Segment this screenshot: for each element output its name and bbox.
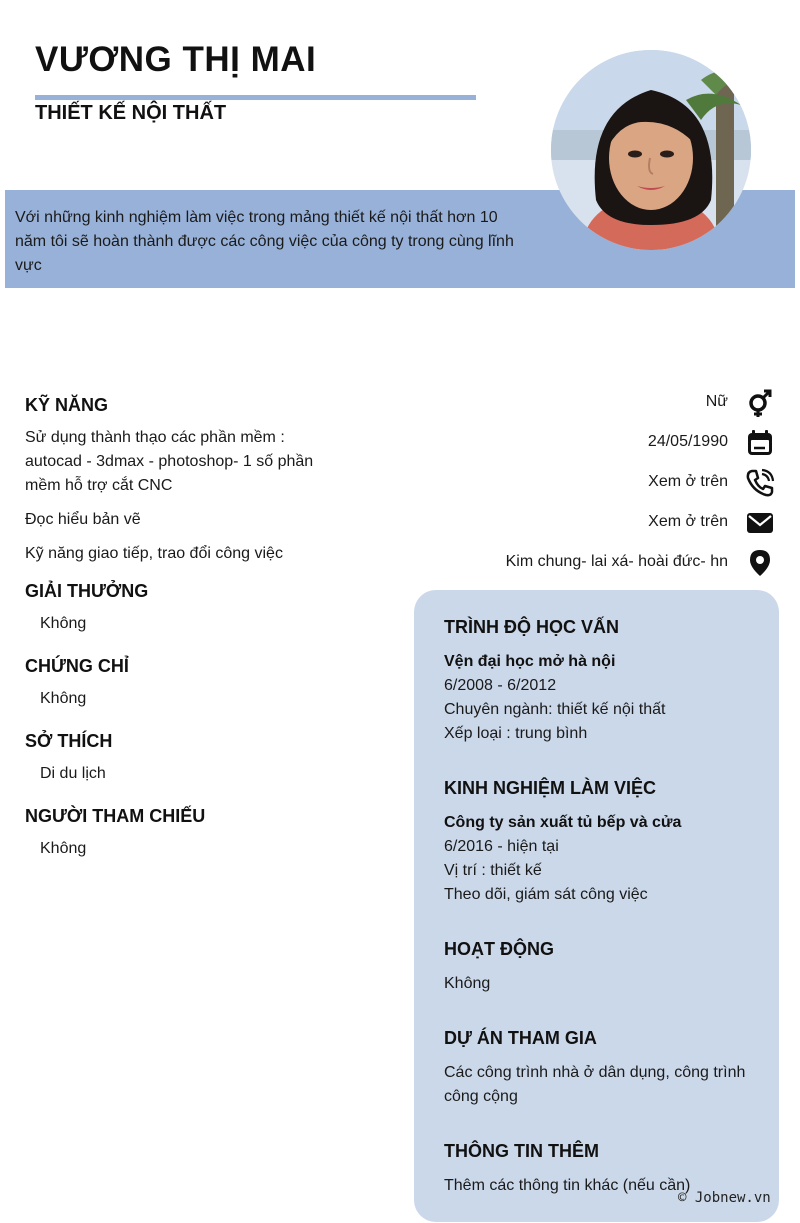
experience-title: KINH NGHIỆM LÀM VIỆC <box>444 778 657 798</box>
education-period: 6/2008 - 6/2012 <box>444 677 557 694</box>
education-major: Chuyên ngành: thiết kế nội thất <box>444 701 666 718</box>
skill-item: Đọc hiểu bản vẽ <box>25 511 141 528</box>
contact-address: Kim chung- lai xá- hoài đức- hn <box>505 553 728 570</box>
certificates-title: CHỨNG CHỈ <box>25 656 129 676</box>
certificates-value: Không <box>40 690 87 707</box>
job-title: THIẾT KẾ NỘI THẤT <box>35 102 227 124</box>
calendar-icon <box>745 428 775 458</box>
summary-text: Với những kinh nghiệm làm việc trong mảng thiết kế nội thất hơn 10 năm tôi sẽ hoàn thành được các công việc của công ty trong cùng lĩnh vực <box>15 209 514 274</box>
awards-value: Không <box>40 615 87 632</box>
education-school: Vện đại học mở hà nội <box>444 653 616 670</box>
location-pin-icon <box>745 548 775 578</box>
candidate-name: VƯƠNG THỊ MAI <box>35 40 317 79</box>
skills-title: KỸ NĂNG <box>25 395 109 415</box>
activities-value: Không <box>444 975 491 992</box>
extra-value: Thêm các thông tin khác (nếu cần) <box>444 1177 691 1194</box>
references-value: Không <box>40 840 87 857</box>
skill-item: Sử dụng thành thạo các phần mềm : autocad - 3dmax - photoshop- 1 số phần mềm hỗ trợ cắt CNC <box>25 429 314 494</box>
experience-company: Công ty sản xuất tủ bếp và cửa <box>444 814 682 831</box>
education-grade: Xếp loại : trung bình <box>444 725 588 742</box>
experience-position: Vị trí : thiết kế <box>444 862 542 879</box>
projects-title: DỰ ÁN THAM GIA <box>444 1028 597 1048</box>
watermark: © Jobnew.vn <box>678 1190 771 1206</box>
contact-gender: Nữ <box>705 393 728 410</box>
title-divider <box>35 95 476 100</box>
phone-icon <box>745 468 775 498</box>
gender-icon <box>745 388 775 418</box>
skill-item: Kỹ năng giao tiếp, trao đổi công việc <box>25 545 283 562</box>
hobbies-value: Di du lịch <box>40 765 106 782</box>
hobbies-title: SỞ THÍCH <box>25 731 113 751</box>
contact-birthdate: 24/05/1990 <box>647 433 728 450</box>
contact-email[interactable]: Xem ở trên <box>648 513 728 530</box>
education-title: TRÌNH ĐỘ HỌC VẤN <box>444 617 619 637</box>
extra-title: THÔNG TIN THÊM <box>444 1141 599 1161</box>
experience-duty: Theo dõi, giám sát công việc <box>444 886 648 903</box>
avatar-portrait <box>551 50 751 250</box>
activities-title: HOẠT ĐỘNG <box>444 939 554 959</box>
awards-title: GIẢI THƯỞNG <box>25 581 149 601</box>
projects-value: Các công trình nhà ở dân dụng, công trình công cộng <box>444 1064 746 1105</box>
envelope-icon <box>745 508 775 538</box>
avatar <box>551 50 751 250</box>
references-title: NGƯỜI THAM CHIẾU <box>25 806 206 826</box>
experience-period: 6/2016 - hiện tại <box>444 838 559 855</box>
contact-phone[interactable]: Xem ở trên <box>648 473 728 490</box>
